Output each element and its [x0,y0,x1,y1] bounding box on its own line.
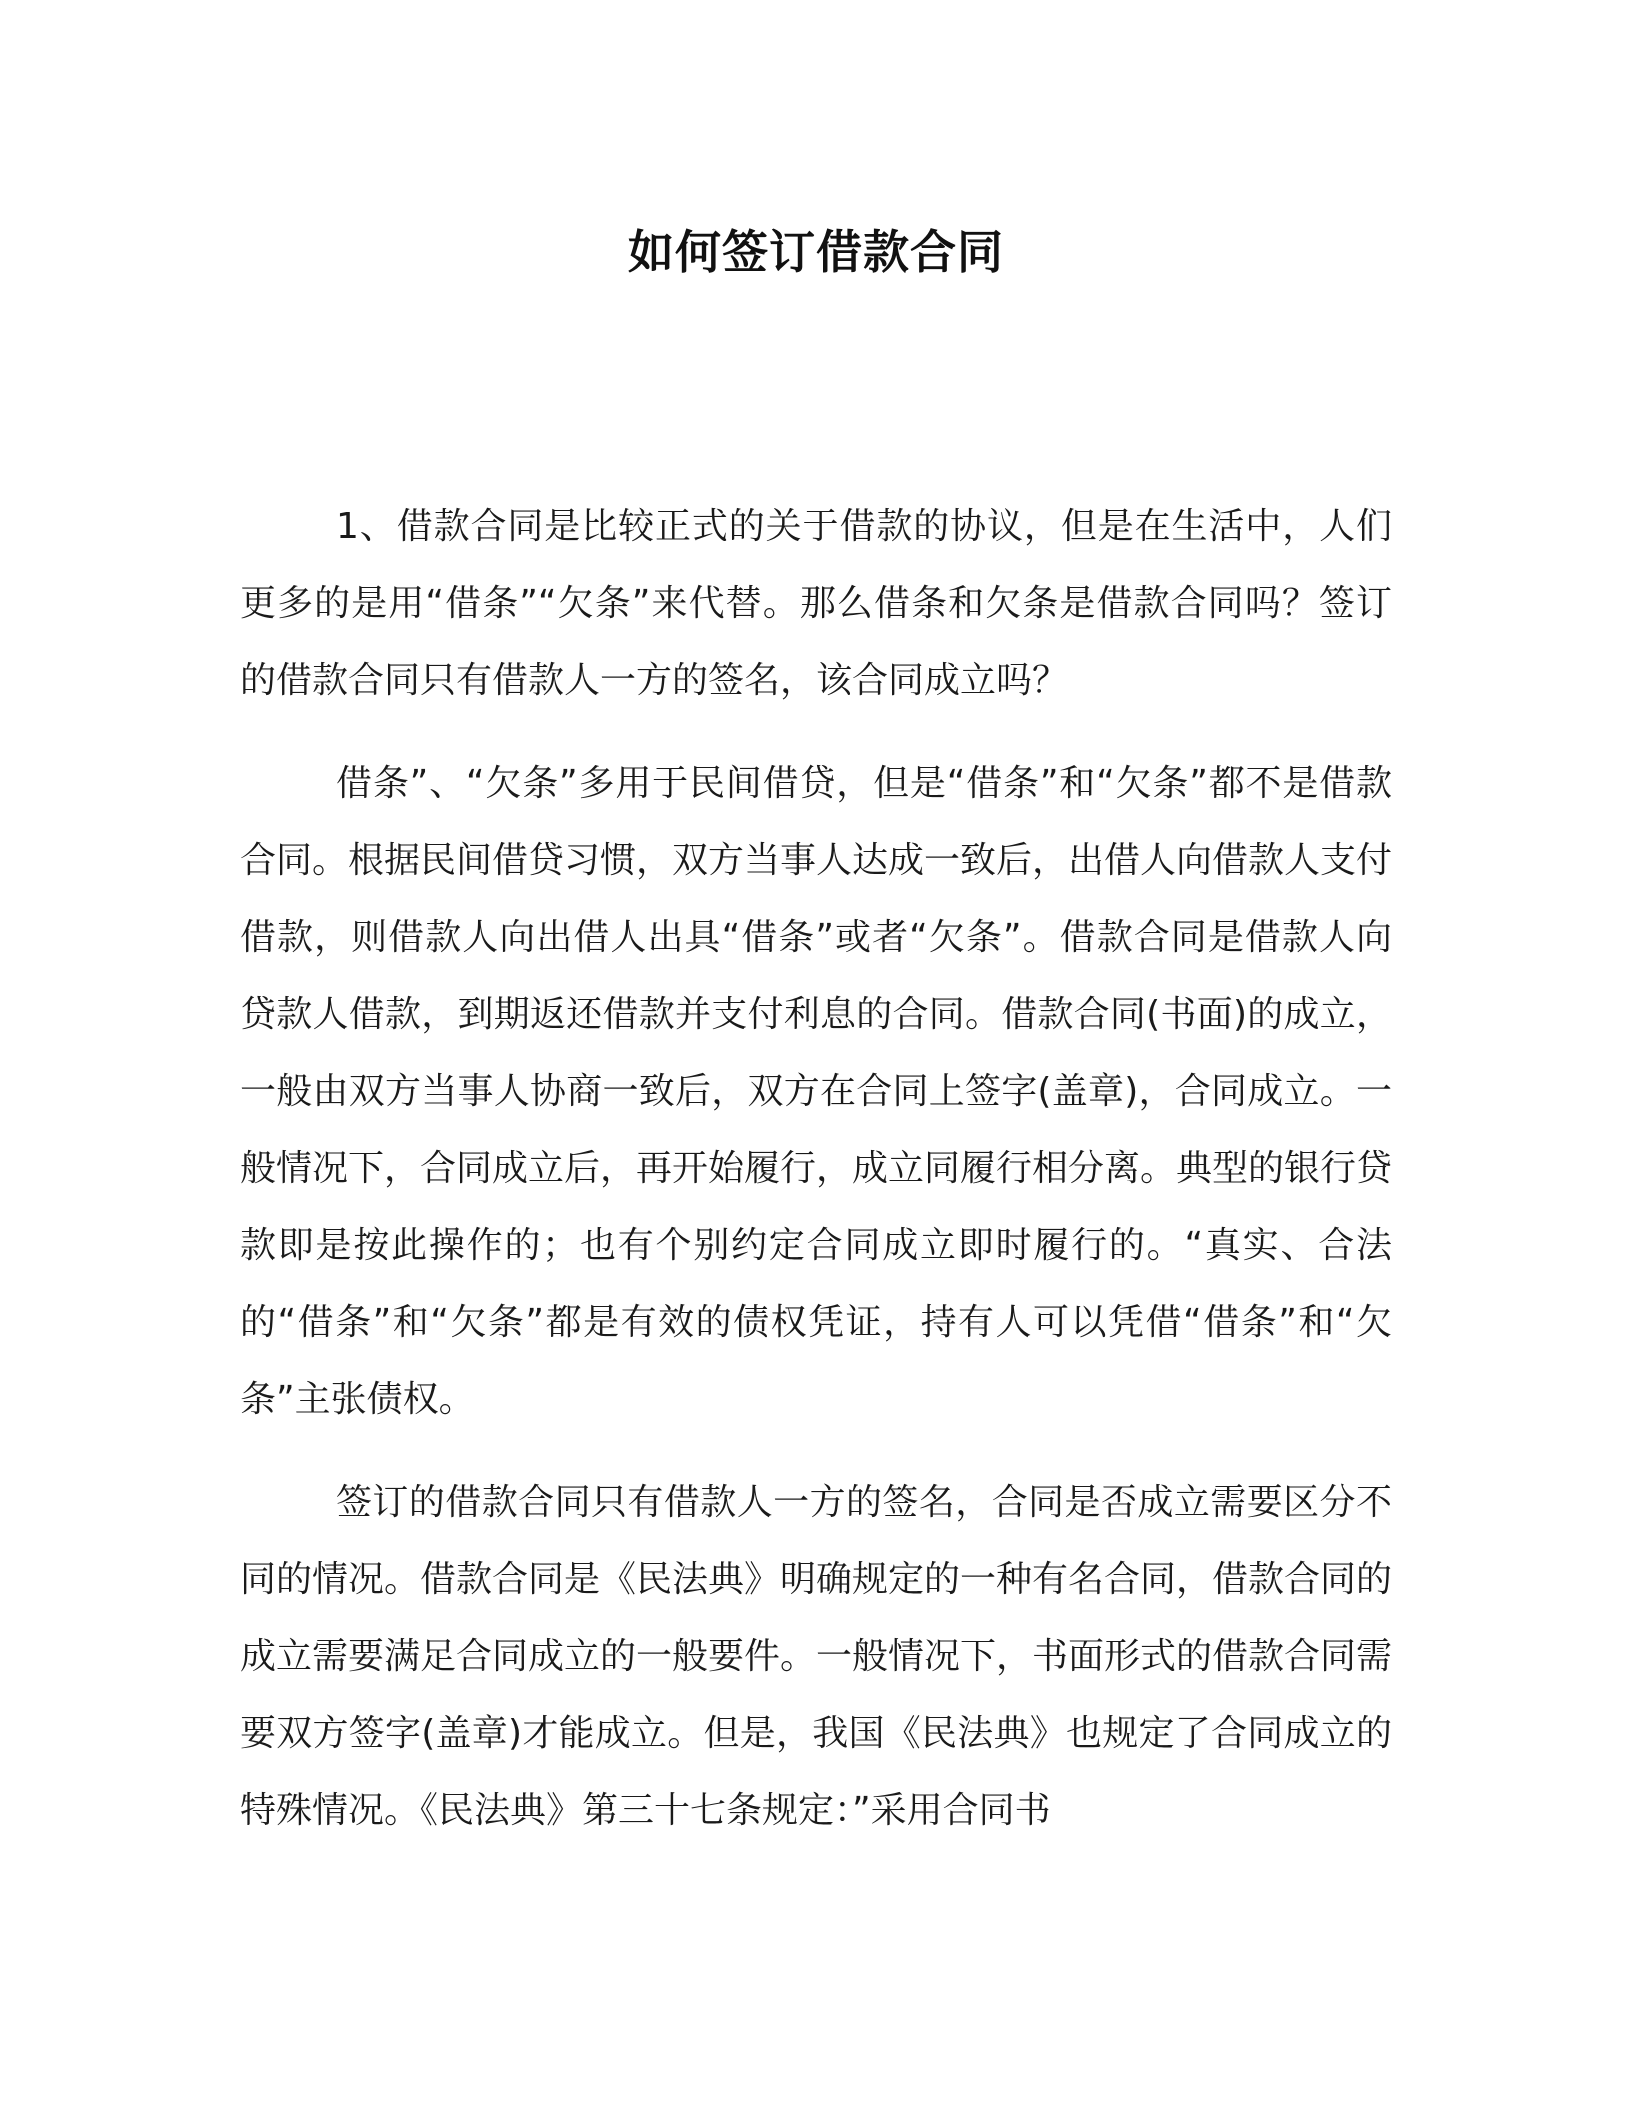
document-body [240,488,1392,1875]
paragraph-1: 1、借款合同是比较正式的关于借款的协议，但是在生活中，人们更多的是用“借条”“欠条”来代替。那么借条和欠条是借款合同吗？签订的借款合同只有借款人一方的签名，该合同成立吗？ [240,506,1392,701]
paragraph-3: 签订的借款合同只有借款人一方的签名，合同是否成立需要区分不同的情况。借款合同是《民法典》明确规定的一种有名合同，借款合同的成立需要满足合同成立的一般要件。一般情况下，书面形式的借款合同需要双方签字(盖章)才能成立。但是，我国《民法典》也规定了合同成立的特殊情况。《民法典》第三十七条规定：”采用合同书 [240,1482,1393,1831]
paragraph-2: 借条”、“欠条”多用于民间借贷，但是“借条”和“欠条”都不是借款合同。根据民间借贷习惯，双方当事人达成一致后，出借人向借款人支付借款，则借款人向出借人出具“借条”或者“欠条”。借款合同是借款人向贷款人借款，到期返还借款并支付利息的合同。借款合同(书面)的成立，一般由双方当事人协商一致后，双方在合同上签字(盖章)，合同成立。一般情况下，合同成立后，再开始履行，成立同履行相分离。典型的银行贷款即是按此操作的；也有个别约定合同成立即时履行的。“真实、合法的“借条”和“欠条”都是有效的债权凭证，持有人可以凭借“借条”和“欠条”主张债权。 [240,763,1393,1420]
document-title: 如何签订借款合同 [628,225,1004,279]
